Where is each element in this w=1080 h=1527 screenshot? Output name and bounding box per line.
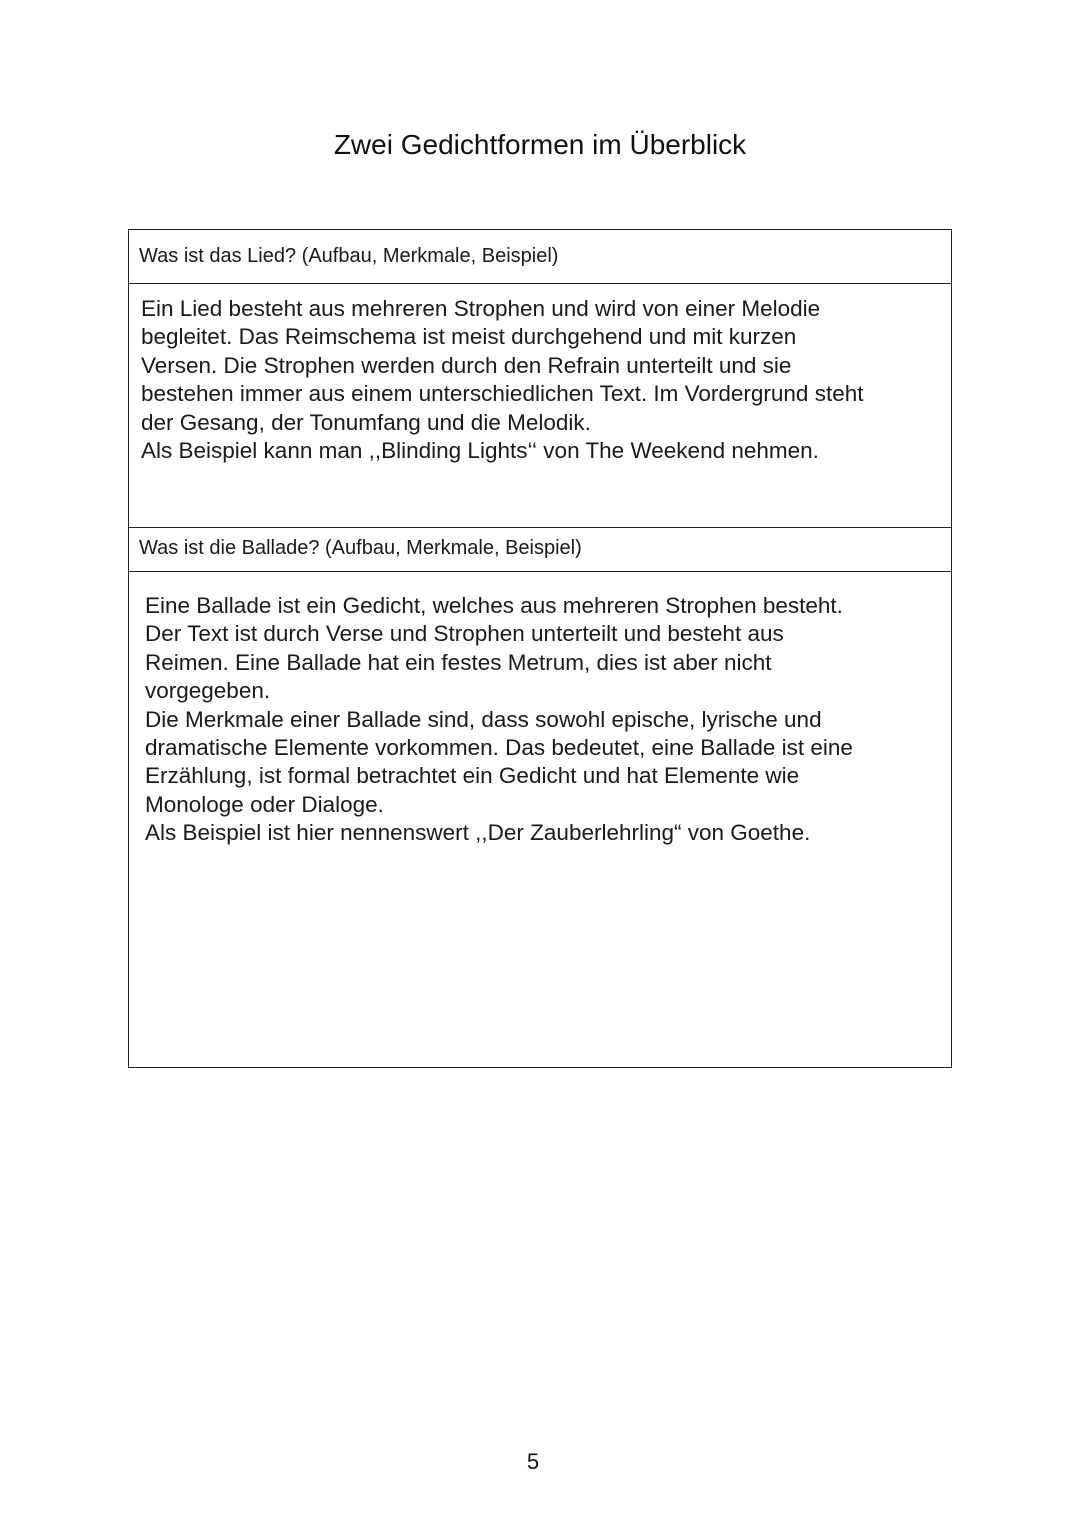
answer-line: vorgegeben. bbox=[145, 678, 271, 704]
answer-line: Eine Ballade ist ein Gedicht, welches aus mehreren Strophen besteht. bbox=[145, 593, 843, 618]
answer-line: der Gesang, der Tonumfang und die Melodik. bbox=[141, 409, 591, 435]
answer-line: Die Merkmale einer Ballade sind, dass sowohl epische, lyrische und bbox=[145, 706, 822, 732]
worksheet-table bbox=[128, 229, 952, 1068]
answer-ballade bbox=[129, 572, 951, 1067]
answer-line: Der Text ist durch Verse und Strophen unterteilt und besteht aus bbox=[145, 621, 784, 647]
answer-line: Versen. Die Strophen werden durch den Refrain unterteilt und sie bbox=[141, 352, 792, 378]
page-number: 5 bbox=[526, 1449, 540, 1474]
answer-line: bestehen immer aus einem unterschiedlichen Text. Im Vordergrund steht bbox=[141, 381, 864, 407]
answer-lied bbox=[129, 284, 951, 528]
page-title: Zwei Gedichtformen im Überblick bbox=[333, 129, 747, 160]
answer-line: Als Beispiel ist hier nennenswert ,,Der Zauberlehrling“ von Goethe. bbox=[145, 820, 811, 846]
answer-line: Monologe oder Dialoge. bbox=[145, 791, 384, 817]
answer-line: Ein Lied besteht aus mehreren Strophen und wird von einer Melodie bbox=[141, 296, 821, 321]
answer-line: Als Beispiel kann man ,,Blinding Lights‘‘ von The Weekend nehmen. bbox=[141, 438, 819, 464]
question-ballade: Was ist die Ballade? (Aufbau, Merkmale, Beispiel) bbox=[129, 528, 951, 572]
question-lied: Was ist das Lied? (Aufbau, Merkmale, Beispiel) bbox=[129, 230, 951, 284]
answer-line: dramatische Elemente vorkommen. Das bedeutet, eine Ballade ist eine bbox=[145, 735, 853, 761]
answer-line: Erzählung, ist formal betrachtet ein Gedicht und hat Elemente wie bbox=[145, 763, 800, 789]
answer-line: Reimen. Eine Ballade hat ein festes Metrum, dies ist aber nicht bbox=[145, 649, 772, 675]
answer-line: begleitet. Das Reimschema ist meist durchgehend und mit kurzen bbox=[141, 324, 797, 350]
